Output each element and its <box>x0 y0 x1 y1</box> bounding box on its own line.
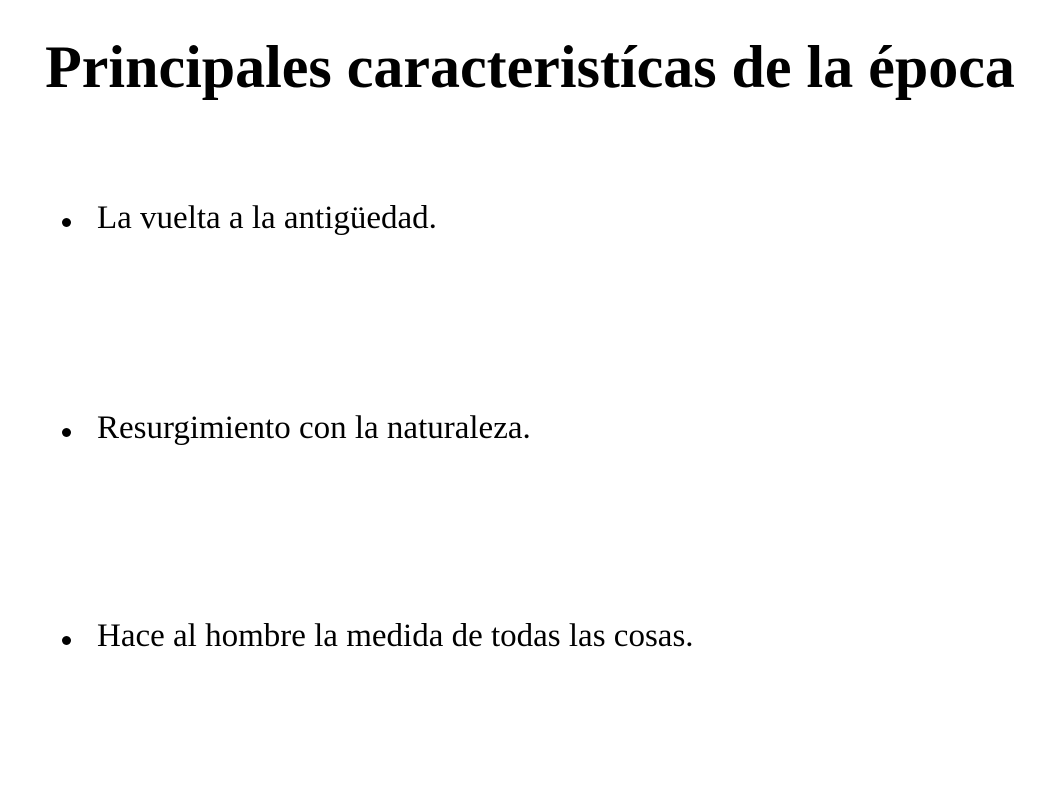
bullet-text: La vuelta a la antigüedad. <box>97 200 437 236</box>
bullet-item <box>62 196 437 240</box>
bullet-item <box>62 614 694 658</box>
slide-title: Principales caracteristícas de la época <box>45 34 1015 100</box>
bullet-dot-icon <box>62 218 71 227</box>
bullet-text: Resurgimiento con la naturaleza. <box>97 410 531 446</box>
bullet-text: Hace al hombre la medida de todas las cosas. <box>97 618 694 654</box>
bullet-dot-icon <box>62 428 71 437</box>
bullet-item <box>62 406 531 450</box>
bullet-dot-icon <box>62 636 71 645</box>
